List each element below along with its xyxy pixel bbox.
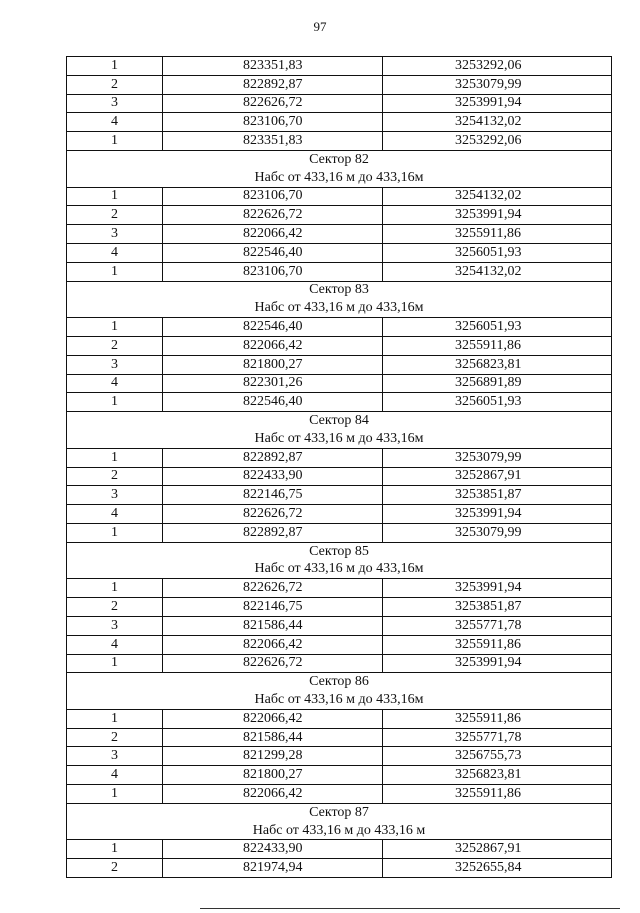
x-coordinate-cell: 822626,72: [163, 505, 383, 524]
point-number-cell: 3: [67, 747, 163, 766]
y-coordinate-cell: 3255911,86: [383, 336, 612, 355]
sector-elevation: Набс от 433,16 м до 433,16м: [67, 299, 612, 317]
sector-elevation-row: [67, 822, 612, 840]
sector-header-row: [67, 542, 612, 560]
sector-header-row: [67, 803, 612, 821]
table-row: [67, 654, 612, 673]
sector-title: Сектор 87: [67, 803, 612, 821]
sector-header-row: [67, 281, 612, 299]
y-coordinate-cell: 3256755,73: [383, 747, 612, 766]
point-number-cell: 1: [67, 187, 163, 206]
y-coordinate-cell: 3255771,78: [383, 728, 612, 747]
table-row: [67, 598, 612, 617]
point-number-cell: 1: [67, 318, 163, 337]
point-number-cell: 1: [67, 579, 163, 598]
table-row: [67, 94, 612, 113]
x-coordinate-cell: 822066,42: [163, 635, 383, 654]
point-number-cell: 2: [67, 75, 163, 94]
x-coordinate-cell: 822066,42: [163, 709, 383, 728]
x-coordinate-cell: 822146,75: [163, 486, 383, 505]
y-coordinate-cell: 3255911,86: [383, 225, 612, 244]
point-number-cell: 4: [67, 374, 163, 393]
point-number-cell: 1: [67, 523, 163, 542]
x-coordinate-cell: 821800,27: [163, 355, 383, 374]
x-coordinate-cell: 822433,90: [163, 840, 383, 859]
sector-elevation-row: [67, 299, 612, 317]
table-row: [67, 225, 612, 244]
sector-elevation-row: [67, 691, 612, 709]
x-coordinate-cell: 822066,42: [163, 225, 383, 244]
table-row: [67, 318, 612, 337]
point-number-cell: 1: [67, 448, 163, 467]
y-coordinate-cell: 3252867,91: [383, 840, 612, 859]
y-coordinate-cell: 3253991,94: [383, 579, 612, 598]
sector-header-row: [67, 150, 612, 168]
point-number-cell: 3: [67, 355, 163, 374]
y-coordinate-cell: 3253991,94: [383, 505, 612, 524]
x-coordinate-cell: 822146,75: [163, 598, 383, 617]
coordinates-table-wrapper: [66, 56, 612, 878]
y-coordinate-cell: 3256051,93: [383, 393, 612, 412]
table-row: [67, 75, 612, 94]
sector-elevation: Набс от 433,16 м до 433,16м: [67, 169, 612, 187]
x-coordinate-cell: 822066,42: [163, 785, 383, 804]
y-coordinate-cell: 3253292,06: [383, 57, 612, 76]
x-coordinate-cell: 823106,70: [163, 187, 383, 206]
table-row: [67, 206, 612, 225]
point-number-cell: 1: [67, 132, 163, 151]
point-number-cell: 2: [67, 598, 163, 617]
sector-title: Сектор 82: [67, 150, 612, 168]
y-coordinate-cell: 3253079,99: [383, 75, 612, 94]
sector-elevation-row: [67, 561, 612, 579]
y-coordinate-cell: 3253079,99: [383, 523, 612, 542]
sector-elevation: Набс от 433,16 м до 433,16м: [67, 691, 612, 709]
table-row: [67, 635, 612, 654]
y-coordinate-cell: 3253079,99: [383, 448, 612, 467]
x-coordinate-cell: 822892,87: [163, 523, 383, 542]
sector-title: Сектор 85: [67, 542, 612, 560]
point-number-cell: 3: [67, 225, 163, 244]
bottom-edge-line: [200, 908, 620, 909]
point-number-cell: 2: [67, 859, 163, 878]
point-number-cell: 1: [67, 57, 163, 76]
y-coordinate-cell: 3253851,87: [383, 598, 612, 617]
sector-elevation-row: [67, 430, 612, 448]
sector-elevation: Набс от 433,16 м до 433,16м: [67, 430, 612, 448]
y-coordinate-cell: 3253991,94: [383, 94, 612, 113]
y-coordinate-cell: 3252655,84: [383, 859, 612, 878]
coordinates-table: [66, 56, 612, 878]
table-row: [67, 840, 612, 859]
y-coordinate-cell: 3256051,93: [383, 243, 612, 262]
sector-elevation: Набс от 433,16 м до 433,16м: [67, 561, 612, 579]
table-row: [67, 523, 612, 542]
point-number-cell: 1: [67, 262, 163, 281]
table-row: [67, 336, 612, 355]
x-coordinate-cell: 822626,72: [163, 654, 383, 673]
y-coordinate-cell: 3253991,94: [383, 654, 612, 673]
point-number-cell: 4: [67, 113, 163, 132]
x-coordinate-cell: 822433,90: [163, 467, 383, 486]
table-row: [67, 785, 612, 804]
table-row: [67, 262, 612, 281]
point-number-cell: 1: [67, 709, 163, 728]
sector-title: Сектор 84: [67, 412, 612, 430]
point-number-cell: 2: [67, 467, 163, 486]
point-number-cell: 2: [67, 336, 163, 355]
y-coordinate-cell: 3256823,81: [383, 766, 612, 785]
point-number-cell: 4: [67, 505, 163, 524]
x-coordinate-cell: 821586,44: [163, 728, 383, 747]
x-coordinate-cell: 823106,70: [163, 262, 383, 281]
table-row: [67, 709, 612, 728]
point-number-cell: 1: [67, 654, 163, 673]
y-coordinate-cell: 3253292,06: [383, 132, 612, 151]
table-row: [67, 132, 612, 151]
y-coordinate-cell: 3255911,86: [383, 709, 612, 728]
y-coordinate-cell: 3253991,94: [383, 206, 612, 225]
point-number-cell: 4: [67, 766, 163, 785]
table-row: [67, 374, 612, 393]
sector-header-row: [67, 412, 612, 430]
table-row: [67, 448, 612, 467]
table-row: [67, 505, 612, 524]
table-row: [67, 616, 612, 635]
y-coordinate-cell: 3252867,91: [383, 467, 612, 486]
table-row: [67, 766, 612, 785]
x-coordinate-cell: 821299,28: [163, 747, 383, 766]
y-coordinate-cell: 3255911,86: [383, 785, 612, 804]
y-coordinate-cell: 3256051,93: [383, 318, 612, 337]
x-coordinate-cell: 822626,72: [163, 94, 383, 113]
table-row: [67, 113, 612, 132]
y-coordinate-cell: 3254132,02: [383, 113, 612, 132]
y-coordinate-cell: 3256823,81: [383, 355, 612, 374]
point-number-cell: 4: [67, 243, 163, 262]
x-coordinate-cell: 821974,94: [163, 859, 383, 878]
x-coordinate-cell: 822626,72: [163, 206, 383, 225]
x-coordinate-cell: 822546,40: [163, 318, 383, 337]
sector-title: Сектор 83: [67, 281, 612, 299]
point-number-cell: 1: [67, 393, 163, 412]
y-coordinate-cell: 3256891,89: [383, 374, 612, 393]
x-coordinate-cell: 823106,70: [163, 113, 383, 132]
x-coordinate-cell: 822301,26: [163, 374, 383, 393]
table-row: [67, 187, 612, 206]
page-number: 97: [313, 19, 327, 34]
table-row: [67, 57, 612, 76]
x-coordinate-cell: 822892,87: [163, 448, 383, 467]
table-row: [67, 355, 612, 374]
x-coordinate-cell: 822546,40: [163, 243, 383, 262]
table-row: [67, 859, 612, 878]
point-number-cell: 2: [67, 206, 163, 225]
table-row: [67, 728, 612, 747]
point-number-cell: 4: [67, 635, 163, 654]
x-coordinate-cell: 822066,42: [163, 336, 383, 355]
table-row: [67, 579, 612, 598]
x-coordinate-cell: 821586,44: [163, 616, 383, 635]
x-coordinate-cell: 822546,40: [163, 393, 383, 412]
x-coordinate-cell: 823351,83: [163, 57, 383, 76]
y-coordinate-cell: 3254132,02: [383, 262, 612, 281]
y-coordinate-cell: 3255771,78: [383, 616, 612, 635]
point-number-cell: 1: [67, 785, 163, 804]
table-row: [67, 243, 612, 262]
point-number-cell: 3: [67, 94, 163, 113]
coordinates-table-body: [67, 57, 612, 878]
point-number-cell: 3: [67, 486, 163, 505]
table-row: [67, 486, 612, 505]
x-coordinate-cell: 822626,72: [163, 579, 383, 598]
table-row: [67, 747, 612, 766]
x-coordinate-cell: 821800,27: [163, 766, 383, 785]
x-coordinate-cell: 823351,83: [163, 132, 383, 151]
y-coordinate-cell: 3253851,87: [383, 486, 612, 505]
sector-elevation-row: [67, 169, 612, 187]
point-number-cell: 3: [67, 616, 163, 635]
table-row: [67, 393, 612, 412]
sector-header-row: [67, 673, 612, 691]
point-number-cell: 1: [67, 840, 163, 859]
point-number-cell: 2: [67, 728, 163, 747]
sector-title: Сектор 86: [67, 673, 612, 691]
y-coordinate-cell: 3255911,86: [383, 635, 612, 654]
x-coordinate-cell: 822892,87: [163, 75, 383, 94]
y-coordinate-cell: 3254132,02: [383, 187, 612, 206]
table-row: [67, 467, 612, 486]
sector-elevation: Набс от 433,16 м до 433,16 м: [67, 822, 612, 840]
